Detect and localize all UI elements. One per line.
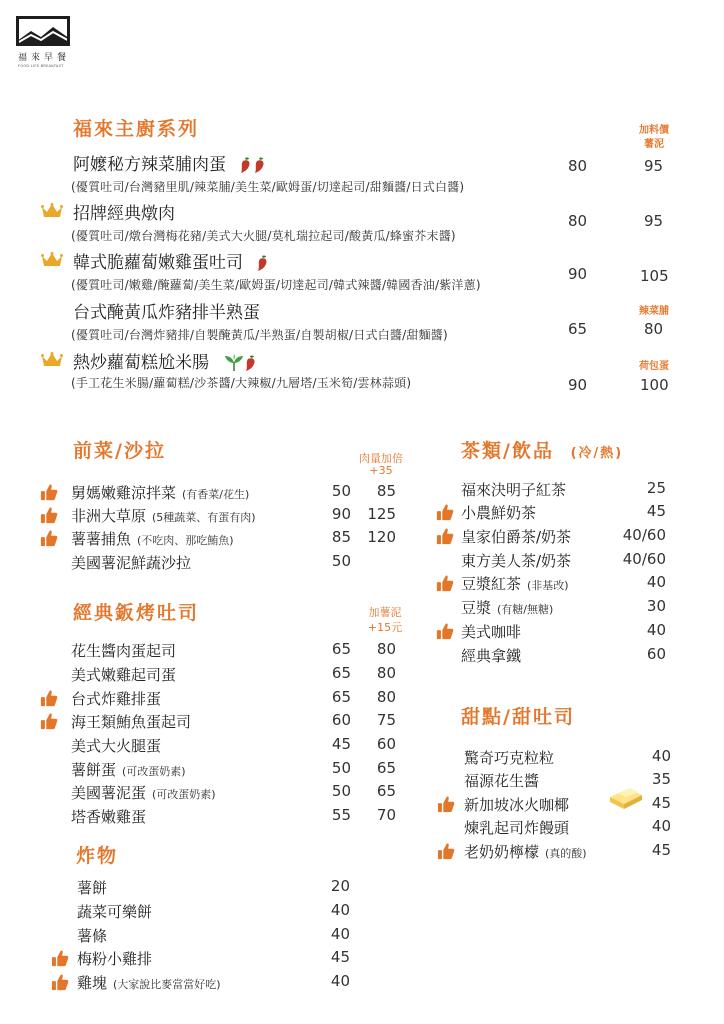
item-price-upgraded: 80 bbox=[376, 664, 396, 682]
item-price-upgraded: 75 bbox=[376, 711, 396, 729]
chef-extra-label: 薯泥 bbox=[644, 139, 664, 150]
item-note: (有香菜/花生) bbox=[182, 488, 250, 501]
item-price: 40 bbox=[646, 573, 666, 591]
thumbs-up-icon bbox=[40, 483, 58, 501]
butter-icon bbox=[608, 783, 644, 811]
item-price-upgraded: 65 bbox=[376, 759, 396, 777]
chef-item-name: 招牌經典燉肉 bbox=[73, 204, 175, 224]
item-name: 舅媽嫩雞涼拌菜 (有香菜/花生) bbox=[71, 484, 250, 502]
chili-pepper-icon bbox=[244, 354, 258, 372]
item-price: 65 bbox=[331, 688, 351, 706]
item-price: 40 bbox=[330, 925, 350, 943]
item-name: 東方美人茶/奶茶 bbox=[461, 552, 572, 570]
item-price: 35 bbox=[651, 770, 671, 788]
item-name: 美式咖啡 bbox=[461, 623, 522, 641]
thumbs-up-icon bbox=[40, 529, 58, 547]
chef-extra-label: 辣菜脯 bbox=[639, 306, 669, 317]
item-name: 美式嫩雞起司蛋 bbox=[71, 666, 177, 684]
item-price-upgraded: 60 bbox=[376, 735, 396, 753]
chili-pepper-icon bbox=[256, 254, 270, 272]
section-title-sweet: 甜點/甜吐司 bbox=[461, 706, 575, 728]
chef-extra-header: 加料價 bbox=[639, 125, 669, 136]
item-price: 25 bbox=[646, 479, 666, 497]
item-price: 45 bbox=[331, 735, 351, 753]
logo-name: 福來早餐 bbox=[18, 53, 71, 63]
item-price: 60 bbox=[646, 645, 666, 663]
item-price: 90 bbox=[331, 505, 351, 523]
chef-extra-price: 100 bbox=[640, 376, 669, 394]
thumbs-up-icon bbox=[436, 527, 454, 545]
item-price-upgraded: 80 bbox=[376, 640, 396, 658]
item-name: 台式炸雞排蛋 bbox=[71, 690, 162, 708]
thumbs-up-icon bbox=[51, 949, 69, 967]
item-price: 40 bbox=[651, 747, 671, 765]
item-price-upgraded: 80 bbox=[376, 688, 396, 706]
item-name: 美式大火腿蛋 bbox=[71, 737, 162, 755]
crown-icon bbox=[41, 203, 63, 219]
logo bbox=[16, 16, 72, 72]
item-price: 40 bbox=[330, 972, 350, 990]
item-name: 煉乳起司炸饅頭 bbox=[464, 819, 570, 837]
item-price: 40 bbox=[330, 901, 350, 919]
item-name: 海王類鮪魚蛋起司 bbox=[71, 713, 192, 731]
item-name: 皇家伯爵茶/奶茶 bbox=[461, 528, 572, 546]
item-price-upgraded: 85 bbox=[376, 482, 396, 500]
crown-icon bbox=[41, 252, 63, 268]
thumbs-up-icon bbox=[437, 842, 455, 860]
item-name: 小農鮮奶茶 bbox=[461, 504, 537, 522]
item-price-upgraded: 70 bbox=[376, 806, 396, 824]
item-price: 55 bbox=[331, 806, 351, 824]
item-price: 45 bbox=[651, 794, 671, 812]
item-name: 豆漿紅茶 (非基改) bbox=[461, 575, 569, 593]
item-name: 老奶奶檸檬 (真的酸) bbox=[464, 843, 587, 861]
thumbs-up-icon bbox=[51, 973, 69, 991]
chef-item-desc: (優質吐司/嫩雞/醃蘿蔔/美生菜/歐姆蛋/切達起司/韓式辣醬/韓國香油/紫洋蔥) bbox=[71, 278, 481, 292]
chef-extra-price: 95 bbox=[644, 157, 664, 175]
section-title-chef: 福來主廚系列 bbox=[73, 118, 200, 140]
thumbs-up-icon bbox=[40, 689, 58, 707]
item-note: (大家說比麥當當好吃) bbox=[113, 978, 221, 991]
chef-item-desc: (手工花生米腸/蘿蔔糕/沙茶醬/大辣椒/九層塔/玉米筍/雲林蒜頭) bbox=[71, 376, 412, 390]
item-name: 非洲大草原 (5種蔬菜、有蛋有肉) bbox=[71, 507, 256, 525]
salad-note-line1: 肉量加倍 bbox=[359, 452, 403, 465]
chef-item-desc: (優質吐司/台灣豬里肌/辣菜脯/美生菜/歐姆蛋/切達起司/甜麵醬/日式白醬) bbox=[71, 180, 465, 194]
chef-extra-price: 95 bbox=[644, 212, 664, 230]
basil-leaf-icon bbox=[224, 354, 244, 372]
chef-extra-price: 105 bbox=[640, 267, 669, 285]
item-name: 豆漿 (有糖/無糖) bbox=[461, 599, 554, 617]
chili-pepper-icon bbox=[253, 156, 267, 174]
toast-note-line1: 加薯泥 bbox=[368, 606, 402, 619]
item-price: 45 bbox=[646, 502, 666, 520]
item-name: 美國薯泥蛋 (可改蛋奶素) bbox=[71, 784, 216, 802]
item-price-upgraded: 125 bbox=[367, 505, 396, 523]
item-price-upgraded: 120 bbox=[367, 528, 396, 546]
item-price: 60 bbox=[331, 711, 351, 729]
chef-extra-price: 80 bbox=[644, 320, 664, 338]
item-price: 50 bbox=[331, 482, 351, 500]
item-note: (真的酸) bbox=[545, 847, 587, 860]
item-price: 30 bbox=[646, 597, 666, 615]
chef-item-price: 80 bbox=[568, 212, 588, 230]
item-price: 45 bbox=[330, 948, 350, 966]
item-price: 20 bbox=[330, 877, 350, 895]
item-name: 塔香嫩雞蛋 bbox=[71, 808, 147, 826]
chef-item-price: 65 bbox=[568, 320, 588, 338]
item-price: 40/60 bbox=[622, 526, 666, 544]
section-title-drinks: 茶類/飲品 (冷/熱) bbox=[461, 440, 624, 462]
chef-item-price: 90 bbox=[568, 265, 588, 283]
drinks-subtitle: (冷/熱) bbox=[570, 446, 624, 461]
item-name: 蔬菜可樂餅 bbox=[77, 903, 153, 921]
logo-mark bbox=[16, 16, 70, 46]
item-price: 40/60 bbox=[622, 550, 666, 568]
item-name: 薯餅蛋 (可改蛋奶素) bbox=[71, 761, 186, 779]
item-price: 50 bbox=[331, 552, 351, 570]
item-name: 驚奇巧克粒粒 bbox=[464, 749, 555, 767]
item-name: 薯薯捕魚 (不吃肉、那吃鮪魚) bbox=[71, 530, 234, 548]
thumbs-up-icon bbox=[436, 622, 454, 640]
chef-item-price: 90 bbox=[568, 376, 588, 394]
item-name: 花生醬肉蛋起司 bbox=[71, 642, 177, 660]
mountain-logo-icon bbox=[17, 25, 70, 46]
item-price: 85 bbox=[331, 528, 351, 546]
item-price-upgraded: 65 bbox=[376, 782, 396, 800]
item-note: (有糖/無糖) bbox=[497, 603, 554, 616]
section-title-salad: 前菜/沙拉 bbox=[73, 440, 166, 462]
item-note: (可改蛋奶素) bbox=[152, 788, 216, 801]
item-note: (非基改) bbox=[527, 579, 569, 592]
item-price: 65 bbox=[331, 640, 351, 658]
thumbs-up-icon bbox=[40, 712, 58, 730]
item-name: 經典拿鐵 bbox=[461, 647, 522, 665]
item-name: 雞塊 (大家說比麥當當好吃) bbox=[77, 974, 221, 992]
toast-note-line2: +15元 bbox=[367, 621, 403, 634]
chef-item-price: 80 bbox=[568, 157, 588, 175]
item-price: 40 bbox=[651, 817, 671, 835]
thumbs-up-icon bbox=[437, 795, 455, 813]
item-price: 50 bbox=[331, 782, 351, 800]
item-price: 45 bbox=[651, 841, 671, 859]
thumbs-up-icon bbox=[436, 503, 454, 521]
thumbs-up-icon bbox=[40, 506, 58, 524]
item-name: 福來決明子紅茶 bbox=[461, 481, 567, 499]
item-name: 薯條 bbox=[77, 927, 108, 945]
thumbs-up-icon bbox=[436, 574, 454, 592]
chef-item-name: 阿嬤秘方辣菜脯肉蛋 bbox=[73, 150, 267, 175]
item-name: 薯餅 bbox=[77, 879, 108, 897]
item-price: 50 bbox=[331, 759, 351, 777]
item-price: 40 bbox=[646, 621, 666, 639]
chef-item-name: 熱炒蘿蔔糕尬米腸 bbox=[73, 348, 258, 373]
item-note: (可改蛋奶素) bbox=[122, 765, 186, 778]
item-note: (5種蔬菜、有蛋有肉) bbox=[152, 511, 256, 524]
chef-item-name: 韓式脆蘿蔔嫩雞蛋吐司 bbox=[73, 248, 270, 273]
item-name: 新加坡冰火咖椰 bbox=[464, 796, 570, 814]
item-name: 福源花生醬 bbox=[464, 772, 540, 790]
chef-item-desc: (優質吐司/台灣炸豬排/自製醃黃瓜/半熟蛋/自製胡椒/日式白醬/甜麵醬) bbox=[71, 328, 448, 342]
chef-extra-label: 荷包蛋 bbox=[639, 361, 669, 372]
salad-note-line2: +35 bbox=[369, 464, 393, 477]
chili-pepper-icon bbox=[239, 156, 253, 174]
item-name: 梅粉小雞排 bbox=[77, 950, 153, 968]
chef-item-name: 台式醃黃瓜炸豬排半熟蛋 bbox=[73, 303, 260, 323]
section-title-toast: 經典鈑烤吐司 bbox=[73, 602, 200, 624]
item-price: 65 bbox=[331, 664, 351, 682]
chef-item-desc: (優質吐司/燉台灣梅花豬/美式大火腿/莫札瑞拉起司/酸黃瓜/蜂蜜芥末醬) bbox=[71, 229, 456, 243]
section-title-fried: 炸物 bbox=[76, 845, 119, 867]
item-name: 美國薯泥鮮蔬沙拉 bbox=[71, 554, 192, 572]
item-note: (不吃肉、那吃鮪魚) bbox=[137, 534, 234, 547]
logo-subtitle: FOOD LIFE BREAKFAST bbox=[18, 64, 64, 68]
crown-icon bbox=[41, 352, 63, 368]
